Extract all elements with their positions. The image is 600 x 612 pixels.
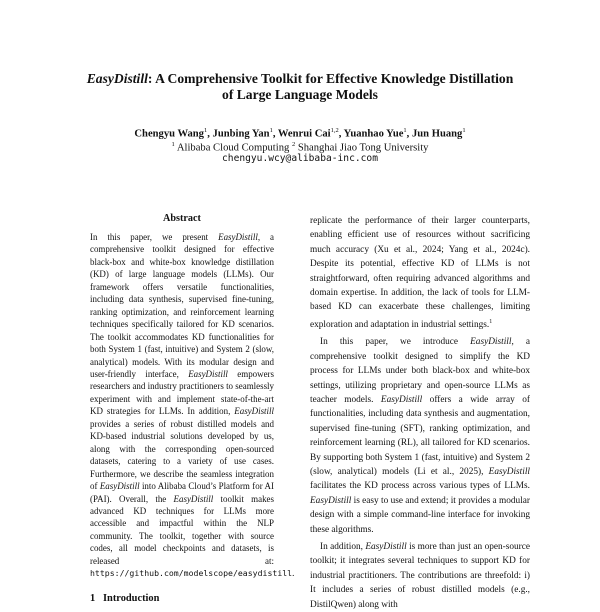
paper-title-line-2: of Large Language Models — [222, 87, 378, 102]
paragraph: In addition, EasyDistill is more than just an open-source toolkit; it integrates several techniques to support KD for industrial practitioners. The contributions are threefold: i) It includes a series of robust distilled models (e.g., DistilQwen) along with — [310, 542, 530, 610]
affiliation: Alibaba Cloud Computing — [176, 142, 290, 154]
title-tool-name: EasyDistill — [86, 71, 148, 86]
affiliation: Shanghai Jiao Tong University — [297, 142, 429, 154]
right-column — [310, 214, 530, 612]
author-name: Yuanhao Yue — [343, 128, 404, 140]
author-list: Chengyu Wang$^1$, Junbing Yan$^1$, Wenrui Cai$^{1,2}$, Yuanhao Yue$^1$, Jun Huang$^1$ — [134, 127, 466, 140]
abstract-body: In this paper, we present EasyDistill, a comprehensive toolkit designed for effective black-box and white-box knowledge distillation (KD) of large language models (LLMs). Our framework offers versatile functionalities, including data synthesis, supervised fine-tuning, ranking optimization, and reinforcement learning techniques specifically tailored for KD scenarios. The toolkit accommodates KD functionalities for both System 1 (fast, intuitive) and System 2 (slow, analytical) models. With its modular design and user-friendly interface, EasyDistill empowers researchers and industry practitioners to seamlessly experiment with and implement state-of-the-art KD strategies for LLMs. In addition, EasyDistill provides a series of robust distilled models and KD-based industrial solutions developed by us, along with the corresponding open-sourced datasets, catering to a variety of use cases. Furthermore, we describe the seamless integration of EasyDistill into Alibaba Cloud’s Platform for AI (PAI). Overall, the EasyDistill toolkit makes advanced KD techniques for LLMs more accessible and impactful within the NLP community. The toolkit, together with source codes, all model checkpoints and datasets, is released at: https://github.com/modelscope/easydistill. — [90, 232, 295, 579]
author-name: Chengyu Wang — [134, 128, 204, 140]
section-heading-introduction: 1 Introduction — [90, 593, 160, 604]
author-name: Jun Huang — [411, 128, 463, 140]
author-name: Junbing Yan — [212, 128, 270, 140]
paragraph: replicate the performance of their larger counterparts, enabling efficient use of resources without sacrificing much accuracy (Xu et al., 2024; Yang et al., 2024c). Despite its potential, effective KD of LLMs is not straightforward, often requiring advanced algorithms and domain expertise. In addition, the lack of tools for LLM-based KD can exacerbate these challenges, limiting exploration and adaptation in industrial settings.$^1$ — [310, 216, 530, 330]
github-link[interactable]: https://github.com/modelscope/easydistill — [90, 568, 293, 579]
contact-email: chengyu.wcy@alibaba-inc.com — [222, 153, 378, 164]
abstract-heading: Abstract — [163, 213, 201, 224]
paper-title-line-1: EasyDistill: A Comprehensive Toolkit for Effective Knowledge Distillation — [86, 71, 514, 86]
author-name: Wenrui Cai — [277, 128, 331, 140]
footnote-marker[interactable]: 1 — [489, 318, 493, 325]
paragraph: In this paper, we introduce EasyDistill, a comprehensive toolkit designed to simplify the KD process for LLMs under both black-box and white-box settings, utilizing proprietary and open-source LLMs as teacher models. EasyDistill offers a wide array of functionalities, including data synthesis and augmentation, supervised fine-tuning (SFT), ranking optimization, and reinforcement learning (RL), all tailored for KD scenarios. By supporting both System 1 (fast, intuitive) and System 2 (slow, analytical) models (Li et al., 2025), EasyDistill facilitates the KD process across various types of LLMs. EasyDistill is easy to use and extend; it provides a modular design with a simple command-line interface for invoking these algorithms. — [310, 337, 530, 535]
affiliations: $^1$ Alibaba Cloud Computing $^2$ Shanghai Jiao Tong University — [171, 141, 429, 154]
